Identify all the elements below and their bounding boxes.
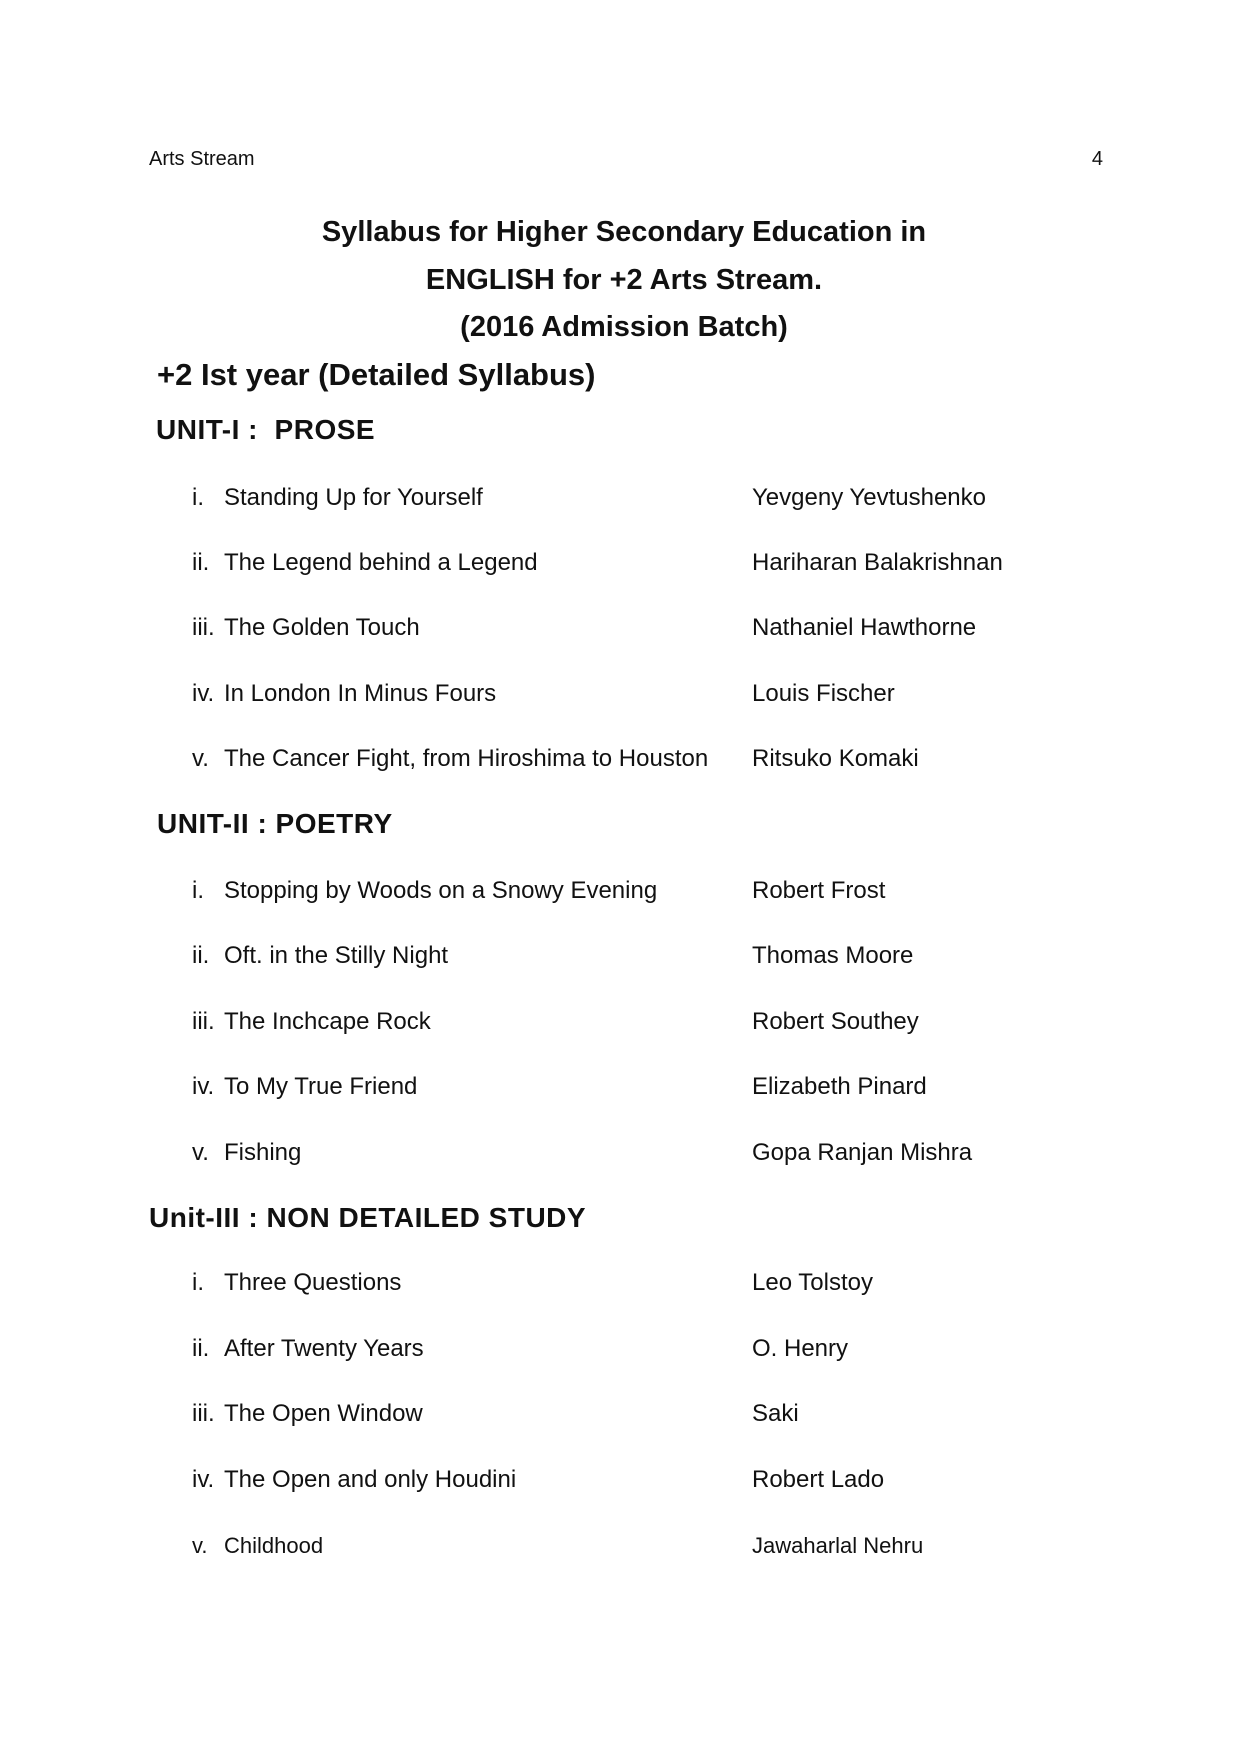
item-number: iii. xyxy=(192,1008,215,1035)
document-title-line-1: Syllabus for Higher Secondary Education in xyxy=(321,216,927,248)
item-author: Ritsuko Komaki xyxy=(752,745,919,772)
syllabus-item xyxy=(0,1466,1240,1498)
item-author: Gopa Ranjan Mishra xyxy=(752,1139,973,1166)
item-title: The Open and only Houdini xyxy=(224,1466,517,1493)
syllabus-item xyxy=(0,484,1240,516)
item-title: Fishing xyxy=(224,1139,302,1166)
item-title: The Legend behind a Legend xyxy=(224,549,538,576)
item-number: i. xyxy=(192,484,204,511)
page-number: 4 xyxy=(1091,148,1103,170)
item-title: Standing Up for Yourself xyxy=(224,484,483,511)
item-title: Childhood xyxy=(224,1533,324,1558)
item-title: In London In Minus Fours xyxy=(224,680,497,707)
item-number: v. xyxy=(192,745,209,772)
item-author: Jawaharlal Nehru xyxy=(752,1533,924,1558)
item-number: ii. xyxy=(192,942,210,969)
item-number: i. xyxy=(192,1269,204,1296)
item-author: O. Henry xyxy=(752,1335,849,1362)
document-title-line-2: ENGLISH for +2 Arts Stream. xyxy=(425,264,823,296)
item-number: iv. xyxy=(192,1466,215,1493)
item-number: ii. xyxy=(192,549,210,576)
syllabus-item xyxy=(0,942,1240,974)
item-author: Saki xyxy=(752,1400,799,1427)
syllabus-item xyxy=(0,1533,1240,1565)
unit-heading-prose: UNIT-I : PROSE xyxy=(156,414,376,445)
item-author: Robert Southey xyxy=(752,1008,919,1035)
syllabus-item xyxy=(0,680,1240,712)
item-author: Robert Frost xyxy=(752,877,886,904)
syllabus-item xyxy=(0,877,1240,909)
item-author: Thomas Moore xyxy=(752,942,914,969)
syllabus-item xyxy=(0,745,1240,777)
item-author: Nathaniel Hawthorne xyxy=(752,614,977,641)
item-author: Robert Lado xyxy=(752,1466,885,1493)
item-number: v. xyxy=(192,1139,209,1166)
syllabus-item xyxy=(0,614,1240,646)
syllabus-item xyxy=(0,1139,1240,1171)
syllabus-item xyxy=(0,1008,1240,1040)
unit-heading-poetry: UNIT-II : POETRY xyxy=(157,808,393,839)
item-title: After Twenty Years xyxy=(224,1335,424,1362)
syllabus-item xyxy=(0,1269,1240,1301)
item-title: To My True Friend xyxy=(224,1073,418,1100)
syllabus-item xyxy=(0,1400,1240,1432)
syllabus-item xyxy=(0,549,1240,581)
year-heading: +2 Ist year (Detailed Syllabus) xyxy=(157,357,596,392)
syllabus-item xyxy=(0,1073,1240,1105)
item-number: iii. xyxy=(192,1400,215,1427)
item-title: Stopping by Woods on a Snowy Evening xyxy=(224,877,658,904)
page-header-left: Arts Stream xyxy=(149,148,255,170)
item-number: iii. xyxy=(192,614,215,641)
item-number: ii. xyxy=(192,1335,210,1362)
unit-heading-non-detailed-study: Unit-III : NON DETAILED STUDY xyxy=(149,1202,587,1233)
item-author: Elizabeth Pinard xyxy=(752,1073,927,1100)
item-title: Three Questions xyxy=(224,1269,402,1296)
item-title: The Golden Touch xyxy=(224,614,420,641)
item-title: Oft. in the Stilly Night xyxy=(224,942,449,969)
item-author: Leo Tolstoy xyxy=(752,1269,873,1296)
item-title: The Inchcape Rock xyxy=(224,1008,431,1035)
syllabus-item xyxy=(0,1335,1240,1367)
item-author: Yevgeny Yevtushenko xyxy=(752,484,986,511)
item-number: v. xyxy=(192,1533,208,1558)
item-number: i. xyxy=(192,877,204,904)
item-title: The Cancer Fight, from Hiroshima to Houston xyxy=(224,745,709,772)
document-title-line-3: (2016 Admission Batch) xyxy=(460,311,788,343)
item-number: iv. xyxy=(192,1073,215,1100)
item-title: The Open Window xyxy=(224,1400,423,1427)
item-number: iv. xyxy=(192,680,215,707)
item-author: Louis Fischer xyxy=(752,680,895,707)
item-author: Hariharan Balakrishnan xyxy=(752,549,1003,576)
